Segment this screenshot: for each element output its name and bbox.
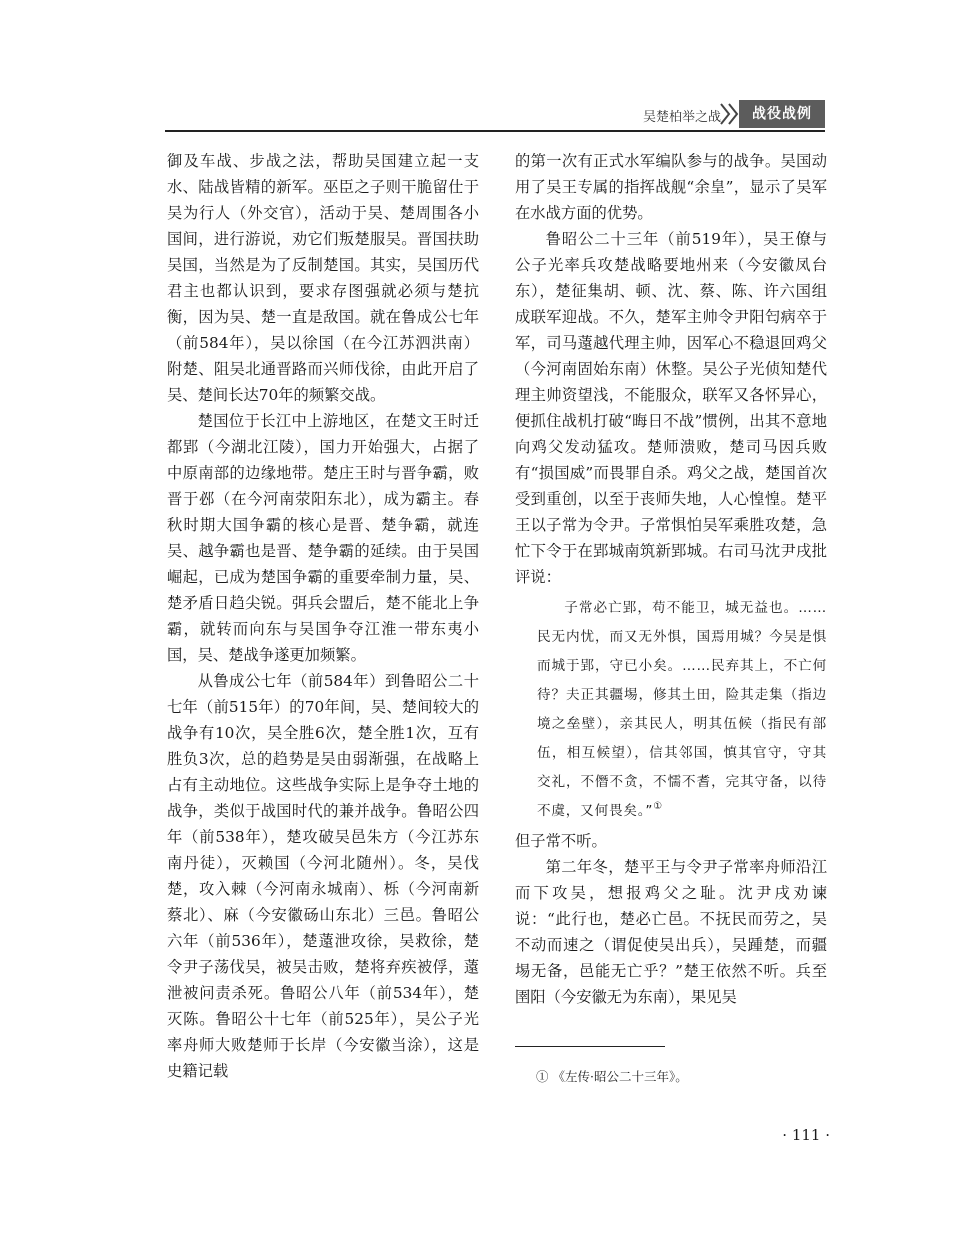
left-column [167, 148, 479, 1084]
left-paragraph-2: 楚国位于长江中上游地区，在楚文王时迁都郢（今湖北江陵），国力开始强大，占据了中原南部的边缘地带。楚庄王时与晋争霸，败晋于邲（在今河南荥阳东北），成为霸主。春秋时期大国争霸的核心是晋、楚争霸，就连吴、越争霸也是晋、楚争霸的延续。由于吴国崛起，已成为楚国争霸的重要牵制力量，吴、楚矛盾日趋尖锐。弭兵会盟后，楚不能北上争霸，就转而向东与吴国争夺江淮一带东夷小国，吴、楚战争遂更加频繁。 [167, 412, 479, 664]
footnote-reference[interactable]: ① [653, 801, 663, 812]
right-paragraph-2: 鲁昭公二十三年（前519年），吴王僚与公子光率兵攻楚战略要地州来（今安徽凤台东），楚征集胡、顿、沈、蔡、陈、许六国组成联军迎战。不久，楚军主帅令尹阳匄病卒于军，司马薳越代理主帅，因军心不稳退回鸡父（今河南固始东南）休整。吴公子光侦知楚代理主帅资望浅，不能服众，联军又各怀异心，便抓住战机打破“晦日不战”惯例，出其不意地向鸡父发动猛攻。楚师溃败，楚司马因兵败有“损国威”而畏罪自杀。鸡父之战，楚国首次受到重创，以至于丧师失地，人心惶惶。楚平王以子常为令尹。子常惧怕吴军乘胜攻楚，急忙下令于在郢城南筑新郢城。右司马沈尹戌批评说： [515, 230, 827, 586]
page-number: · 111 · [782, 1126, 830, 1144]
footnote [536, 1068, 688, 1086]
double-chevron-icon [719, 102, 741, 126]
right-paragraph-3: 但子常不听。 [515, 832, 607, 850]
footnote-text: 《左传·昭公二十三年》。 [552, 1069, 688, 1084]
quote-text: 子常必亡郢，苟不能卫，城无益也。……民无内忧，而又无外惧，国焉用城？今吴是惧而城于郢，守已小矣。……民弃其上，不亡何待？夫正其疆埸，修其土田，险其走集（指边境之垒壁），亲其民人，明其伍候（指民有部伍，相互候望），信其邻国，慎其官守，守其交礼，不僭不贪，不懦不耆，完其守备，以待不虞，又何畏矣。” [537, 600, 827, 819]
right-paragraph-4: 第二年冬，楚平王与令尹子常率舟师沿江而下攻吴，想报鸡父之耻。沈尹戌劝谏说：“此行也，楚必亡邑。不抚民而劳之，吴不动而速之（谓促使吴出兵），吴踵楚，而疆埸无备，邑能无亡乎？”楚王依然不听。兵至圉阳（今安徽无为东南），果见吴 [515, 858, 827, 1006]
header-rule [165, 130, 825, 132]
left-paragraph-1: 御及车战、步战之法，帮助吴国建立起一支水、陆战皆精的新军。巫臣之子则干脆留仕于吴为行人（外交官），活动于吴、楚周围各小国间，进行游说，劝它们叛楚服吴。晋国扶助吴国，当然是为了反制楚国。其实，吴国历代君主也都认识到，要求存图强就必须与楚抗衡，因为吴、楚一直是敌国。就在鲁成公七年（前584年），吴以徐国（在今江苏泗洪南）附楚、阻吴北通晋路而兴师伐徐，由此开启了吴、楚间长达70年的频繁交战。 [167, 152, 479, 404]
block-quote [537, 594, 827, 826]
running-header [165, 100, 825, 130]
right-column [515, 148, 827, 1010]
right-paragraph-1: 的第一次有正式水军编队参与的战争。吴国动用了吴王专属的指挥战舰“余皇”，显示了吴军在水战方面的优势。 [515, 152, 827, 222]
footnote-rule [515, 1046, 665, 1047]
section-tag: 战役战例 [739, 100, 825, 128]
left-paragraph-3: 从鲁成公七年（前584年）到鲁昭公二十七年（前515年）的70年间，吴、楚间较大的战争有10次，吴全胜6次，楚全胜1次，互有胜负3次，总的趋势是吴由弱渐强，在战略上占有主动地位。这些战争实际上是争夺土地的战争，类似于战国时代的兼并战争。鲁昭公四年（前538年），楚攻破吴邑朱方（今江苏东南丹徒），灭赖国（今河北随州）。冬，吴伐楚，攻入棘（今河南永城南）、栎（今河南新蔡北）、麻（今安徽砀山东北）三邑。鲁昭公六年（前536年），楚薳泄攻徐，吴救徐，楚令尹子荡伐吴，被吴击败，楚将弃疾被俘，薳泄被问责杀死。鲁昭公八年（前534年），楚灭陈。鲁昭公十七年（前525年），吴公子光率舟师大败楚师于长岸（今安徽当涂），这是史籍记载 [167, 672, 479, 1080]
footnote-mark: ① [536, 1069, 549, 1084]
chapter-title: 吴楚柏举之战 [642, 110, 721, 125]
